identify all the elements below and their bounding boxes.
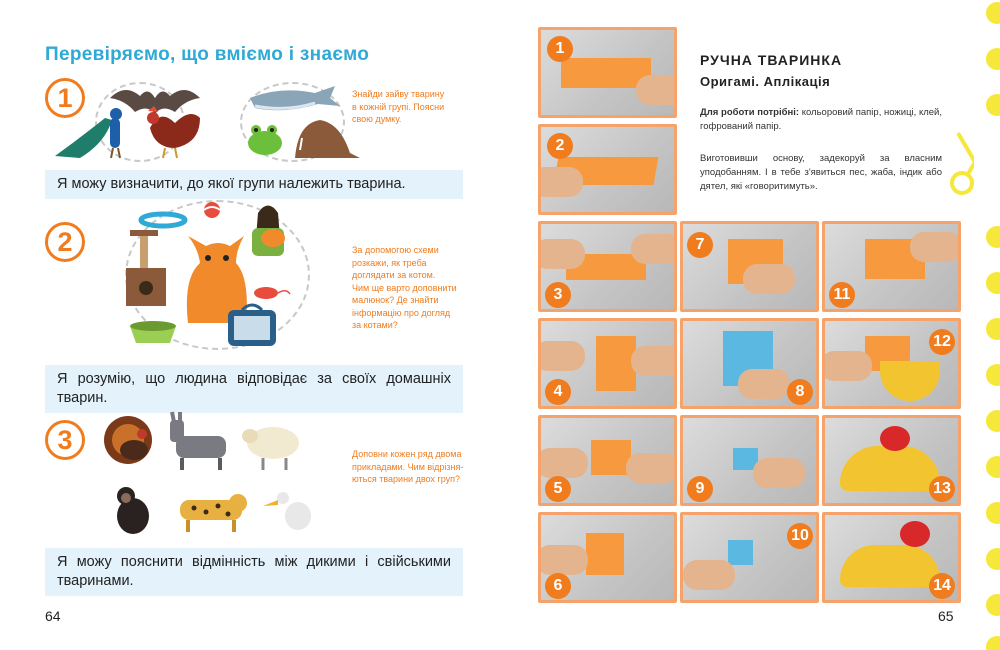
page-number-right: 65 — [938, 608, 954, 624]
craft-heading: РУЧНА ТВАРИНКА — [700, 52, 843, 68]
food-bowl-icon — [130, 321, 176, 343]
step-number: 8 — [787, 379, 813, 405]
pelican-icon — [263, 492, 311, 530]
rooster-icon — [147, 106, 200, 158]
section-number-2: 2 — [45, 222, 85, 262]
sheep-icon — [242, 427, 299, 470]
section-number-3: 3 — [45, 420, 85, 460]
step-photo-2 — [538, 124, 677, 215]
step-photo-7 — [680, 221, 819, 312]
cat-icon — [187, 236, 247, 323]
chimpanzee-icon — [117, 487, 149, 534]
whale-icon — [250, 86, 340, 110]
section-2-statement: Я розумію, що людина відповідає за своїх домашніх тварин. — [45, 365, 463, 413]
section-1-note: Знайди зайву тварину в кожній групі. Поясни свою думку. — [352, 89, 445, 124]
step-photo-12 — [822, 318, 961, 409]
step-number: 9 — [687, 476, 713, 502]
step-photo-6 — [538, 512, 677, 603]
animals-group-illustration — [50, 78, 360, 163]
step-number: 4 — [545, 379, 571, 405]
page-number-left: 64 — [45, 608, 61, 624]
page-title: Перевіряємо, що вміємо і знаємо — [45, 44, 370, 65]
step-photo-9 — [680, 415, 819, 506]
jaguar-icon — [180, 494, 247, 532]
step-number: 12 — [929, 329, 955, 355]
ball-icon — [204, 202, 220, 218]
step-number: 10 — [787, 523, 813, 549]
craft-subheading: Оригамі. Аплікація — [700, 74, 831, 89]
materials-label: Для роботи потрібні: — [700, 107, 800, 118]
step-photo-8 — [680, 318, 819, 409]
step-photo-5 — [538, 415, 677, 506]
toy-mouse-icon — [254, 287, 290, 299]
step-photo-10 — [680, 512, 819, 603]
step-photo-4 — [538, 318, 677, 409]
section-2-note: За допомогою схеми розкажи, як треба доглядати за котом. Чим ще варто доповнити малюнок? Де знайти інформацію про догляд за котами? — [352, 245, 457, 330]
step-number: 2 — [547, 133, 573, 159]
section-3-statement: Я можу пояснити відмінність між дикими і свійськими тваринами. — [45, 548, 463, 596]
walrus-icon — [295, 120, 360, 158]
section-number-1: 1 — [45, 78, 85, 118]
step-number: 14 — [929, 573, 955, 599]
step-photo-14 — [822, 512, 961, 603]
materials-paragraph — [700, 106, 942, 134]
turkey-icon — [104, 416, 152, 464]
section-3-note: Доповни кожен ряд двома прикладами. Чим відрізня- ються тварини двох груп? — [352, 449, 464, 484]
girl-holding-cat-icon — [252, 206, 285, 257]
frog-icon — [248, 125, 282, 155]
peacock-icon — [55, 108, 122, 158]
scratching-post-icon — [126, 230, 166, 306]
edge-decoration — [974, 0, 1000, 650]
step-number: 11 — [829, 282, 855, 308]
step-photo-11 — [822, 221, 961, 312]
instructions-paragraph: Виготовивши основу, задекоруй за власним уподобанням. І в тебе з'явиться пес, жаба, індик або дятел, які «говоритимуть». — [700, 153, 942, 192]
step-photo-1 — [538, 27, 677, 118]
domestic-wild-animals-illustration — [98, 408, 338, 543]
section-1-statement: Я можу визначити, до якої групи належить тварина. — [45, 170, 463, 199]
collar-icon — [141, 214, 185, 226]
step-number: 6 — [545, 573, 571, 599]
step-photo-13 — [822, 415, 961, 506]
step-number: 1 — [547, 36, 573, 62]
donkey-icon — [170, 412, 226, 470]
materials-text: кольоровий папір, ножиці, клей, гофрований папір. — [700, 107, 942, 132]
step-number: 13 — [929, 476, 955, 502]
pet-carrier-icon — [228, 305, 276, 346]
cat-care-illustration — [118, 198, 328, 353]
step-photo-3 — [538, 221, 677, 312]
step-number: 7 — [687, 232, 713, 258]
step-number: 5 — [545, 476, 571, 502]
step-number: 3 — [545, 282, 571, 308]
